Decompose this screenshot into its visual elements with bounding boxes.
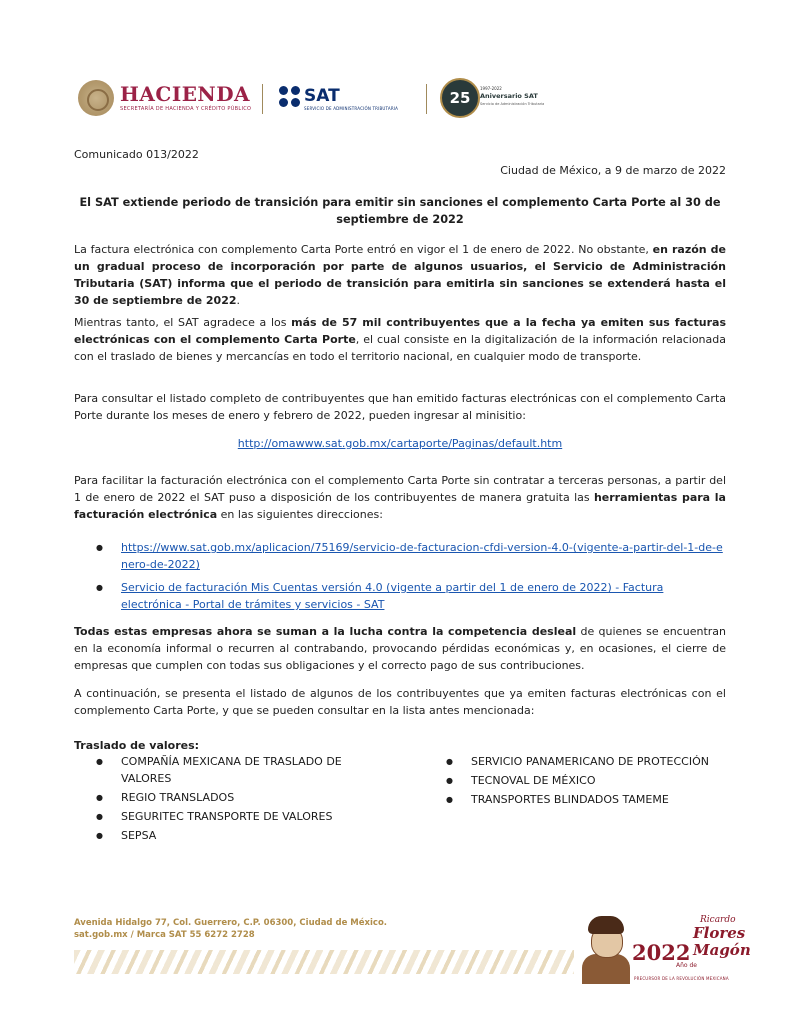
portrait-icon [580, 912, 630, 984]
anniversary-subtitle: Servicio de Administración Tributaria [480, 102, 545, 106]
footer-ano-de: Año de [676, 962, 697, 969]
contact-line: sat.gob.mx / Marca SAT 55 6272 2728 [74, 930, 255, 940]
anniversary-title: Aniversario SAT [480, 92, 538, 100]
anniversary-badge-icon: 25 [440, 78, 480, 118]
list-item: ● REGIO TRANSLADOS [96, 789, 386, 806]
paragraph-5 [74, 623, 726, 674]
p2-bold: más de 57 mil contribuyentes que a la fecha ya emiten sus facturas electrónicas con el complemento Carta Porte [74, 316, 726, 346]
paragraph-2 [74, 314, 726, 365]
footer-magon: Magón [693, 941, 751, 959]
list-item: ● SEPSA [96, 827, 386, 844]
header-logos [74, 74, 554, 124]
list-item [96, 579, 726, 613]
list-item: ● TRANSPORTES BLINDADOS TAMEME [446, 791, 736, 808]
sat-logo-text: SAT [304, 86, 340, 106]
list-item [96, 539, 726, 573]
mis-cuentas-link[interactable]: Servicio de facturación Mis Cuentas versión 4.0 (vigente a partir del 1 de enero de 2022) - Factura electrónica - Portal de trámites y servicios - SAT [121, 581, 664, 611]
companies-left-list [96, 753, 386, 846]
hacienda-logo-text: HACIENDA [120, 82, 251, 106]
anniversary-years: 1997-2022 [480, 86, 502, 91]
footer-ricardo: Ricardo [700, 915, 736, 925]
p5-bold: Todas estas empresas ahora se suman a la lucha contra la competencia desleal [74, 625, 577, 638]
p1-end: . [236, 294, 241, 307]
list-item: ● SERVICIO PANAMERICANO DE PROTECCIÓN [446, 753, 736, 770]
place-date: Ciudad de México, a 9 de marzo de 2022 [500, 164, 726, 177]
hacienda-seal-icon [78, 80, 114, 116]
p4-text: Para facilitar la facturación electrónica con el complemento Carta Porte sin contratar a terceras personas, a partir del 1 de enero de 2022 el SAT puso a disposición de los contribuyentes de manera gratuita las [74, 474, 726, 504]
p1-bold: en razón de un gradual proceso de incorporación por parte de algunos usuarios, el Servicio de Administración Tributaria (SAT) informa que el periodo de transición para emitirla sin sanciones se extenderá hasta el 30 de septiembre de 2022 [74, 243, 726, 307]
logo-divider [262, 84, 263, 114]
p5-text: de quienes se encuentran en la economía informal o recurren al contrabando, provocando pérdidas económicas y, en ocasiones, el cierre de empresas que cumplen con todas sus obligaciones y el correcto pago de sus contribuciones. [74, 625, 726, 672]
communique-number: Comunicado 013/2022 [74, 148, 199, 161]
p4-bold: herramientas para la facturación electrónica [74, 491, 726, 521]
facturacion-cfdi-link[interactable]: https://www.sat.gob.mx/aplicacion/75169/servicio-de-facturacion-cfdi-version-4.0-(vigente-a-partir-del-1-de-enero-de-2022) [121, 541, 723, 571]
footer-address [74, 917, 387, 941]
list-item: ● COMPAÑÍA MEXICANA DE TRASLADO DE VALORES [96, 753, 386, 787]
hacienda-logo-subtitle: SECRETARÍA DE HACIENDA Y CRÉDITO PÚBLICO [120, 106, 252, 112]
paragraph-3: Para consultar el listado completo de contribuyentes que han emitido facturas electrónicas con el complemento Carta Porte durante los meses de enero y febrero de 2022, pueden ingresar al minisitio: [74, 392, 726, 422]
paragraph-4 [74, 472, 726, 523]
p2-end: , el cual consiste en la digitalización de la información relacionada con el traslado de bienes y mercancías en todo el territorio nacional, en cualquier modo de transporte. [74, 333, 726, 363]
minisite-link-row [74, 435, 726, 452]
tools-link-list [96, 539, 726, 619]
p4-end: en las siguientes direcciones: [217, 508, 383, 521]
address-line: Avenida Hidalgo 77, Col. Guerrero, C.P. 06300, Ciudad de México. [74, 918, 388, 928]
decorative-band [74, 950, 574, 974]
list-item: ● TECNOVAL DE MÉXICO [446, 772, 736, 789]
footer-year: 2022 [632, 940, 691, 965]
footer-flores: Flores [693, 924, 746, 942]
p1-text: La factura electrónica con complemento Carta Porte entró en vigor el 1 de enero de 2022. No obstante, [74, 243, 653, 256]
paragraph-6: A continuación, se presenta el listado de algunos de los contribuyentes que ya emiten facturas electrónicas con el complemento Carta Porte, y que se pueden consultar en la lista antes mencionada: [74, 687, 726, 717]
logo-divider [426, 84, 427, 114]
companies-right-list [446, 753, 736, 810]
footer-precursor: PRECURSOR DE LA REVOLUCIÓN MEXICANA [634, 976, 729, 981]
minisite-link[interactable]: http://omawww.sat.gob.mx/cartaporte/Paginas/default.htm [237, 437, 563, 450]
headline: El SAT extiende periodo de transición para emitir sin sanciones el complemento Carta Porte al 30 de septiembre de 2022 [79, 196, 721, 226]
list-item: ● SEGURITEC TRANSPORTE DE VALORES [96, 808, 386, 825]
p2-text: Mientras tanto, el SAT agradece a los [74, 316, 292, 329]
sat-logo-subtitle: SERVICIO DE ADMINISTRACIÓN TRIBUTARIA [304, 106, 399, 111]
paragraph-1 [74, 241, 726, 309]
sat-dots-icon [279, 86, 301, 108]
traslado-title: Traslado de valores: [74, 739, 200, 752]
